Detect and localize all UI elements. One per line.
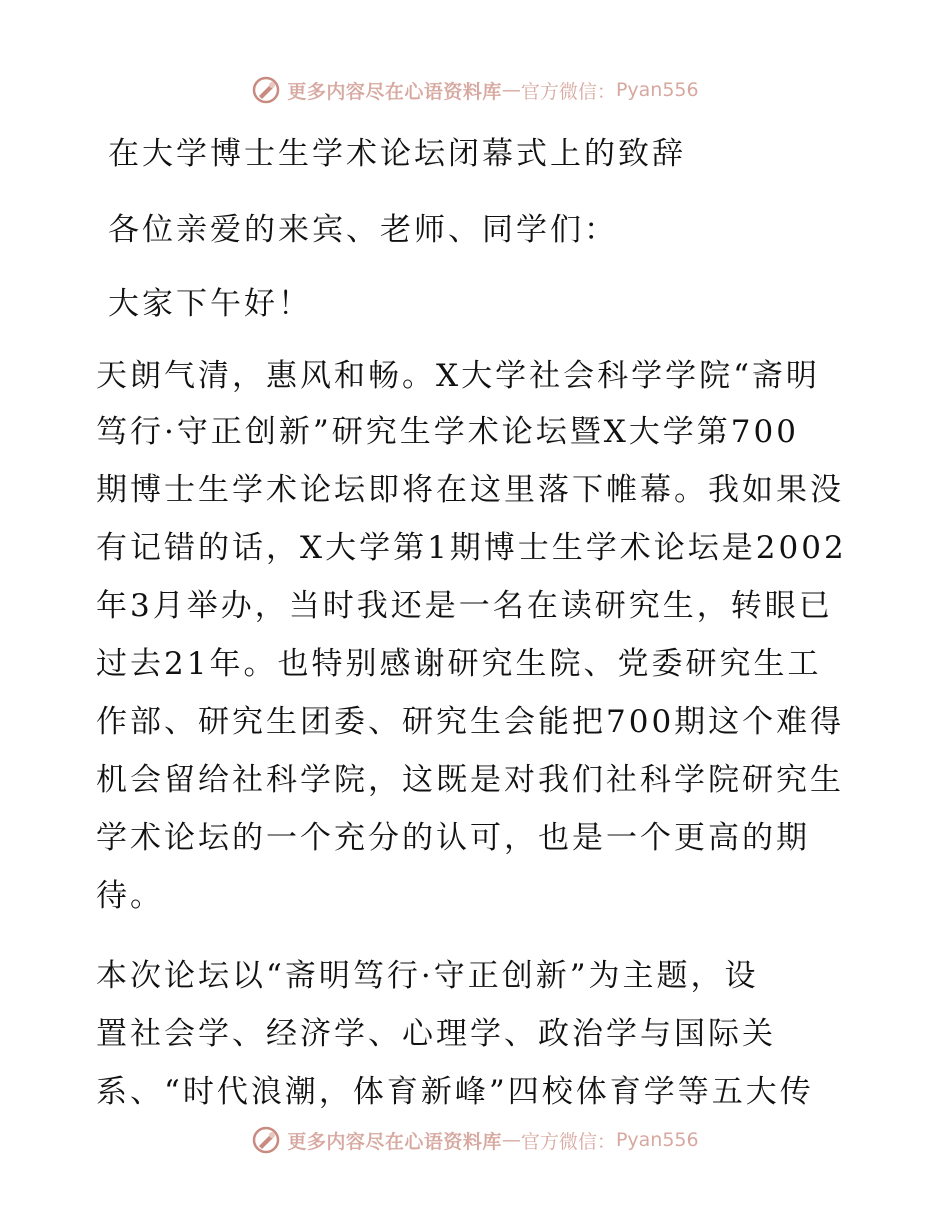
paragraph-line: 学术论坛的一个充分的认可，也是一个更高的期	[96, 820, 810, 856]
watermark-text: 更多内容尽在心语资料库	[287, 1130, 502, 1153]
watermark-wechat-label: 官方微信：	[520, 1130, 616, 1153]
watermark-wechat-label: 官方微信：	[520, 80, 616, 103]
paragraph-line: 笃行·守正创新”研究生学术论坛暨X大学第700	[96, 414, 799, 450]
paragraph-line: 本次论坛以“斋明笃行·守正创新”为主题，设	[96, 958, 759, 994]
watermark-text: 更多内容尽在心语资料库	[287, 80, 502, 103]
paragraph-line: 系、“时代浪潮，体育新峰”四校体育学等五大传	[96, 1074, 814, 1110]
paragraph-line: 天朗气清，惠风和畅。X大学社会科学学院“斋明	[96, 358, 820, 394]
watermark-wechat-id: Pyan556	[615, 79, 699, 101]
paragraph-line: 过去21年。也特别感谢研究生院、党委研究生工	[96, 646, 822, 682]
header-watermark	[0, 72, 950, 108]
paragraph-line: 期博士生学术论坛即将在这里落下帷幕。我如果没	[96, 472, 844, 508]
paragraph-line: 置社会学、经济学、心理学、政治学与国际关	[96, 1016, 776, 1052]
paragraph-line: 机会留给社科学院，这既是对我们社科学院研究生	[96, 762, 844, 798]
paragraph-line: 年3月举办，当时我还是一名在读研究生，转眼已	[96, 588, 833, 624]
watermark-wechat-id: Pyan556	[615, 1129, 699, 1151]
document-title: 在大学博士生学术论坛闭幕式上的致辞	[108, 136, 686, 172]
watermark-separator: —	[501, 79, 521, 101]
salutation: 各位亲爱的来宾、老师、同学们：	[108, 212, 618, 248]
paragraph-line: 作部、研究生团委、研究生会能把700期这个难得	[96, 704, 845, 740]
paragraph-line: 有记错的话，X大学第1期博士生学术论坛是2002	[96, 530, 847, 566]
watermark-separator: —	[501, 1129, 521, 1151]
greeting: 大家下午好！	[108, 286, 312, 322]
watermark-logo-icon	[251, 75, 281, 105]
paragraph-line: 待。	[96, 878, 164, 914]
watermark-logo-icon	[251, 1125, 281, 1155]
footer-watermark	[0, 1122, 950, 1158]
